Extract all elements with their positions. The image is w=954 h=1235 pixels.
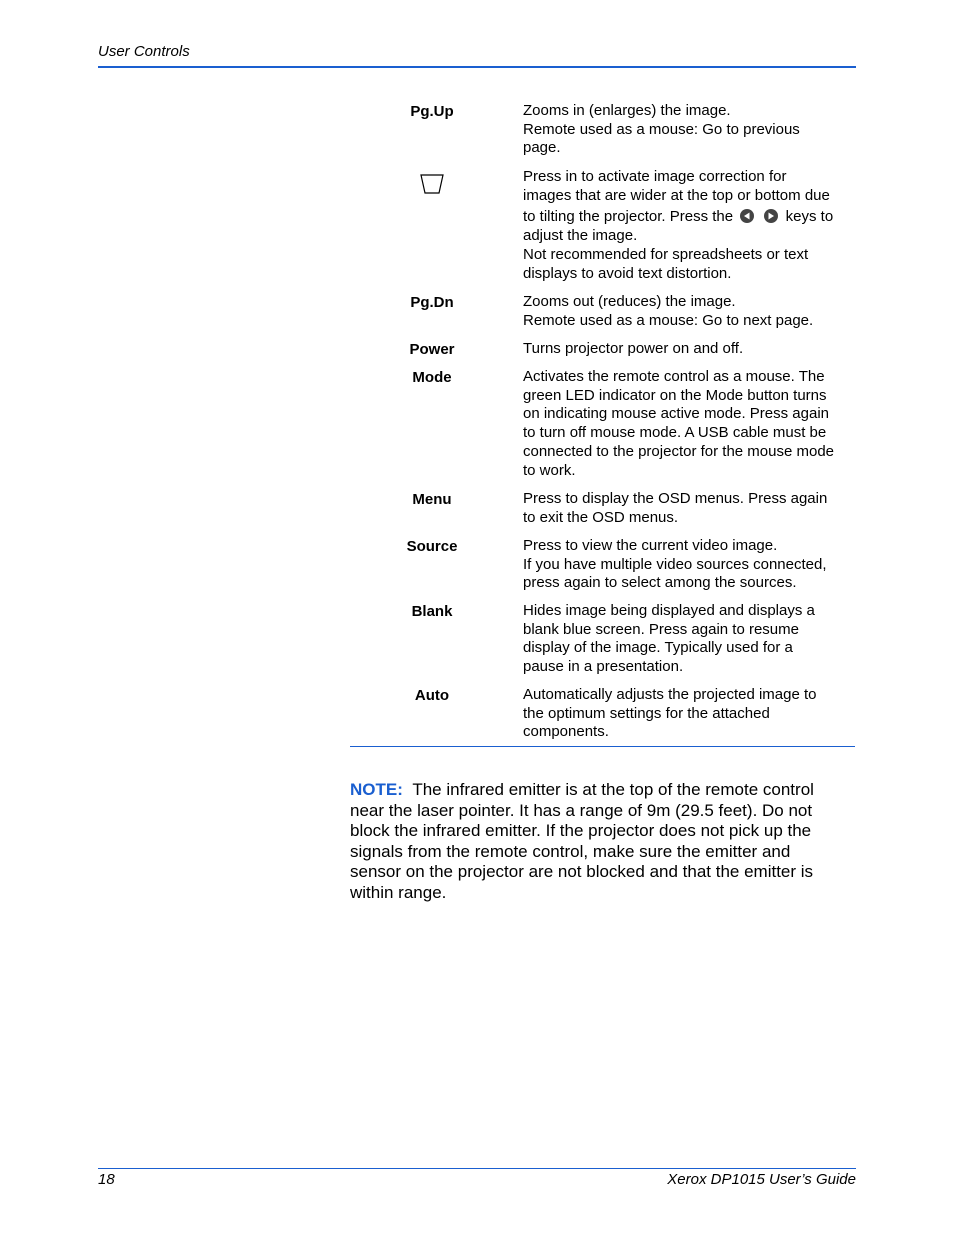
description-line: press again to select among the sources. [523, 574, 797, 592]
description-line: Zooms out (reduces) the image. [523, 293, 736, 310]
note-line: near the laser pointer. It has a range of 9m (29.5 feet). Do not [350, 800, 813, 820]
description-line: blank blue screen. Press again to resume [523, 620, 799, 638]
key-description [523, 686, 848, 742]
key-description [523, 340, 848, 359]
description-line: Remote used as a mouse: Go to previous [523, 120, 800, 138]
description-line: to work. [523, 461, 576, 479]
guide-title: Xerox DP1015 User’s Guide [667, 1171, 856, 1188]
key-label: Power [409, 341, 455, 358]
footer-divider [98, 1168, 856, 1169]
description-line: Press to view the current video image. [523, 537, 778, 554]
description-line: connected to the projector for the mouse mode [523, 442, 835, 460]
description-line: to turn off mouse mode. A USB cable must be [523, 424, 827, 442]
key-label: Pg.Up [410, 103, 454, 120]
running-header: User Controls [98, 43, 190, 60]
description-line: displays to avoid text distortion. [523, 264, 732, 282]
key-description [523, 490, 848, 527]
description-line: Turns projector power on and off. [523, 340, 744, 357]
description-line: Automatically adjusts the projected image to [523, 686, 817, 703]
description-line: page. [523, 139, 561, 157]
description-line: images that are wider at the top or bottom due [523, 186, 830, 204]
description-line: Activates the remote control as a mouse. The [523, 368, 825, 385]
description-line [523, 208, 848, 227]
description-text: to tilting the projector. Press the [523, 208, 734, 226]
description-line: If you have multiple video sources connected, [523, 555, 827, 573]
description-line: pause in a presentation. [523, 658, 684, 676]
description-line: green LED indicator on the Mode button turns [523, 386, 827, 404]
key-description [523, 537, 848, 593]
note-line: sensor on the projector are not blocked and that the emitter is [350, 862, 814, 881]
key-label: Mode [412, 369, 452, 386]
note-line: within range. [350, 882, 447, 902]
description-line: to exit the OSD menus. [523, 508, 679, 526]
description-line: display of the image. Typically used for a [523, 639, 793, 657]
key-description [523, 102, 848, 158]
key-label: Auto [414, 687, 450, 704]
description-line: Zooms in (enlarges) the image. [523, 102, 731, 119]
description-line: Press in to activate image correction for [523, 168, 787, 185]
key-description [523, 602, 848, 677]
keystone-icon [420, 174, 444, 199]
key-description [523, 168, 848, 283]
note-line [350, 780, 830, 801]
description-line: adjust the image. [523, 227, 638, 245]
key-label: Menu [412, 491, 452, 508]
header-divider [98, 66, 856, 68]
note-paragraph [350, 780, 830, 903]
key-description [523, 368, 848, 480]
description-line: the optimum settings for the attached [523, 704, 770, 722]
page-number: 18 [98, 1171, 115, 1188]
key-label: Source [406, 538, 458, 555]
key-description [523, 293, 848, 330]
right-arrow-key-icon [764, 209, 778, 223]
description-line: Press to display the OSD menus. Press again [523, 490, 828, 507]
note-label: NOTE: [350, 780, 403, 799]
description-line: on indicating mouse active mode. Press again [523, 405, 830, 423]
description-line: Hides image being displayed and displays a [523, 602, 815, 619]
key-label: Pg.Dn [410, 294, 454, 311]
note-text: The infrared emitter is at the top of the remote control [412, 780, 814, 799]
note-line: signals from the remote control, make sure the emitter and [350, 841, 791, 861]
table-bottom-divider [350, 746, 855, 747]
note-line: block the infrared emitter. If the projector does not pick up the [350, 821, 812, 840]
description-text: keys to [785, 208, 834, 226]
description-line: Remote used as a mouse: Go to next page. [523, 311, 814, 329]
description-line: components. [523, 723, 609, 741]
key-label: Blank [411, 603, 453, 620]
left-arrow-key-icon [740, 209, 754, 223]
description-line: Not recommended for spreadsheets or text [523, 245, 809, 263]
